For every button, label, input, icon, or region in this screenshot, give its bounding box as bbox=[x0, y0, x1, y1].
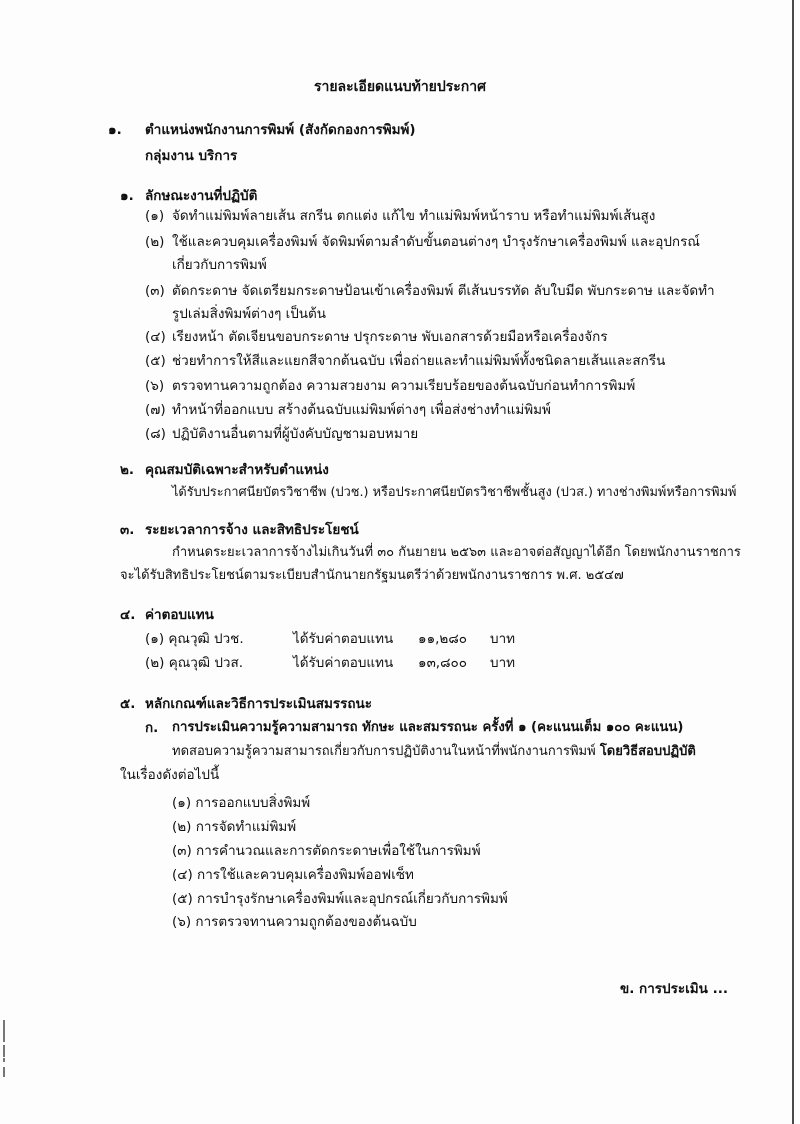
section-heading: ตำแหน่งพนักงานการพิมพ์ (สังกัดกองการพิมพ์) bbox=[145, 122, 416, 138]
margin-mark bbox=[3, 1020, 5, 1042]
assessment-intro-normal: ทดสอบความรู้ความสามารถเกี่ยวกับการปฏิบัติงานในหน้าที่พนักงานการพิมพ์ bbox=[172, 744, 600, 759]
scan-edge-line bbox=[792, 0, 794, 1124]
subsection-number: ๓. bbox=[120, 522, 135, 538]
subsection-heading-assessment: หลักเกณฑ์และวิธีการประเมินสมรรถนะ bbox=[145, 696, 373, 712]
duty-item-label: (๒) bbox=[145, 234, 165, 250]
compensation-amount: ๑๓,๘๐๐ bbox=[418, 655, 467, 671]
duty-item-label: (๑) bbox=[145, 208, 165, 224]
duty-item-text-cont: รูปเล่มสิ่งพิมพ์ต่างๆ เป็นต้น bbox=[172, 306, 327, 322]
duty-item-label: (๗) bbox=[145, 402, 166, 418]
assessment-topic: (๑) การออกแบบสิ่งพิมพ์ bbox=[172, 795, 311, 811]
subsection-number: ๒. bbox=[120, 462, 135, 478]
document-title: รายละเอียดแนบท้ายประกาศ bbox=[313, 79, 487, 95]
compensation-unit: บาท bbox=[490, 655, 516, 671]
assessment-topic: (๖) การตรวจทานความถูกต้องของต้นฉบับ bbox=[172, 914, 417, 930]
duty-item-text: เรียงหน้า ตัดเจียนขอบกระดาษ ปรุกระดาษ พับเอกสารด้วยมือหรือเครื่องจักร bbox=[172, 329, 608, 345]
subsection-number: ๑. bbox=[120, 188, 134, 204]
subsection-heading-employment-period: ระยะเวลาการจ้าง และสิทธิประโยชน์ bbox=[145, 522, 359, 538]
subsection-heading-compensation: ค่าตอบแทน bbox=[145, 607, 214, 623]
job-group: กลุ่มงาน บริการ bbox=[145, 148, 238, 164]
subsection-number: ๕. bbox=[120, 696, 136, 712]
subsection-number: ๔. bbox=[120, 607, 136, 623]
duty-item-label: (๘) bbox=[145, 426, 166, 442]
duty-item-text: ช่วยทำการให้สีและแยกสีจากต้นฉบับ เพื่อถ่ายและทำแม่พิมพ์ทั้งชนิดลายเส้นและสกรีน bbox=[172, 353, 666, 369]
duty-item-label: (๕) bbox=[145, 353, 166, 369]
duty-item-text: ตรวจทานความถูกต้อง ความสวยงาม ความเรียบร้อยของต้นฉบับก่อนทำการพิมพ์ bbox=[172, 378, 636, 394]
duty-item-label: (๖) bbox=[145, 378, 165, 394]
assessment-topic: (๕) การบำรุงรักษาเครื่องพิมพ์และอุปกรณ์เกี่ยวกับการพิมพ์ bbox=[172, 891, 508, 907]
duty-item-label: (๔) bbox=[145, 329, 166, 345]
section-number: ๑. bbox=[108, 122, 122, 138]
assessment-intro-cont: ในเรื่องดังต่อไปนี้ bbox=[120, 767, 220, 783]
qualification-text: ได้รับประกาศนียบัตรวิชาชีพ (ปวช.) หรือประกาศนียบัตรวิชาชีพชั้นสูง (ปวส.) ทางช่างพิมพ์หรือการพิมพ์ bbox=[172, 485, 737, 500]
assessment-sub-number: ก. bbox=[145, 720, 159, 736]
compensation-desc: ได้รับค่าตอบแทน bbox=[293, 631, 394, 647]
compensation-amount: ๑๑,๒๘๐ bbox=[418, 631, 467, 647]
duty-item-text: ปฏิบัติงานอื่นตามที่ผู้บังคับบัญชามอบหมาย bbox=[172, 426, 419, 442]
subsection-heading-duties: ลักษณะงานที่ปฏิบัติ bbox=[145, 188, 258, 204]
compensation-unit: บาท bbox=[490, 631, 516, 647]
subsection-heading-qualifications: คุณสมบัติเฉพาะสำหรับตำแหน่ง bbox=[145, 462, 329, 478]
duty-item-text: ตัดกระดาษ จัดเตรียมกระดาษป้อนเข้าเครื่องพิมพ์ ตีเส้นบรรทัด ลับใบมีด พับกระดาษ และจัดทำ bbox=[172, 283, 715, 299]
continuation-marker: ข. การประเมิน ... bbox=[620, 981, 728, 997]
duty-item-text-cont: เกี่ยวกับการพิมพ์ bbox=[172, 257, 267, 273]
assessment-sub-heading: การประเมินความรู้ความสามารถ ทักษะ และสมรรถนะ ครั้งที่ ๑ (คะแนนเต็ม ๑๐๐ คะแนน) bbox=[172, 720, 684, 735]
duty-item-text: จัดทำแม่พิมพ์ลายเส้น สกรีน ตกแต่ง แก้ไข ทำแม่พิมพ์หน้าราบ หรือทำแม่พิมพ์เส้นสูง bbox=[172, 208, 656, 224]
compensation-desc: ได้รับค่าตอบแทน bbox=[293, 655, 394, 671]
assessment-intro-bold: โดยวิธีสอบปฏิบัติ bbox=[599, 744, 696, 759]
margin-mark bbox=[3, 1045, 5, 1057]
assessment-topic: (๔) การใช้และควบคุมเครื่องพิมพ์ออฟเซ็ท bbox=[172, 867, 414, 883]
assessment-topic: (๒) การจัดทำแม่พิมพ์ bbox=[172, 819, 297, 835]
employment-period-text-cont: จะได้รับสิทธิประโยชน์ตามระเบียบสำนักนายกรัฐมนตรีว่าด้วยพนักงานราชการ พ.ศ. ๒๕๔๗ bbox=[120, 568, 624, 583]
margin-mark bbox=[3, 1058, 5, 1062]
assessment-intro bbox=[172, 743, 696, 761]
duty-item-text: ทำหน้าที่ออกแบบ สร้างต้นฉบับแม่พิมพ์ต่างๆ เพื่อส่งช่างทำแม่พิมพ์ bbox=[172, 402, 551, 418]
compensation-qualification: (๒) คุณวุฒิ ปวส. bbox=[145, 655, 244, 671]
duty-item-label: (๓) bbox=[145, 283, 165, 299]
compensation-qualification: (๑) คุณวุฒิ ปวช. bbox=[145, 631, 244, 647]
employment-period-text: กำหนดระยะเวลาการจ้างไม่เกินวันที่ ๓๐ กันยายน ๒๕๖๓ และอาจต่อสัญญาได้อีก โดยพนักงานราชการ bbox=[172, 545, 741, 560]
margin-mark bbox=[3, 1067, 5, 1077]
duty-item-text: ใช้และควบคุมเครื่องพิมพ์ จัดพิมพ์ตามลำดับขั้นตอนต่างๆ บำรุงรักษาเครื่องพิมพ์ และอุปกรณ์ bbox=[172, 234, 700, 250]
assessment-topic: (๓) การคำนวณและการตัดกระดาษเพื่อใช้ในการพิมพ์ bbox=[172, 843, 481, 859]
